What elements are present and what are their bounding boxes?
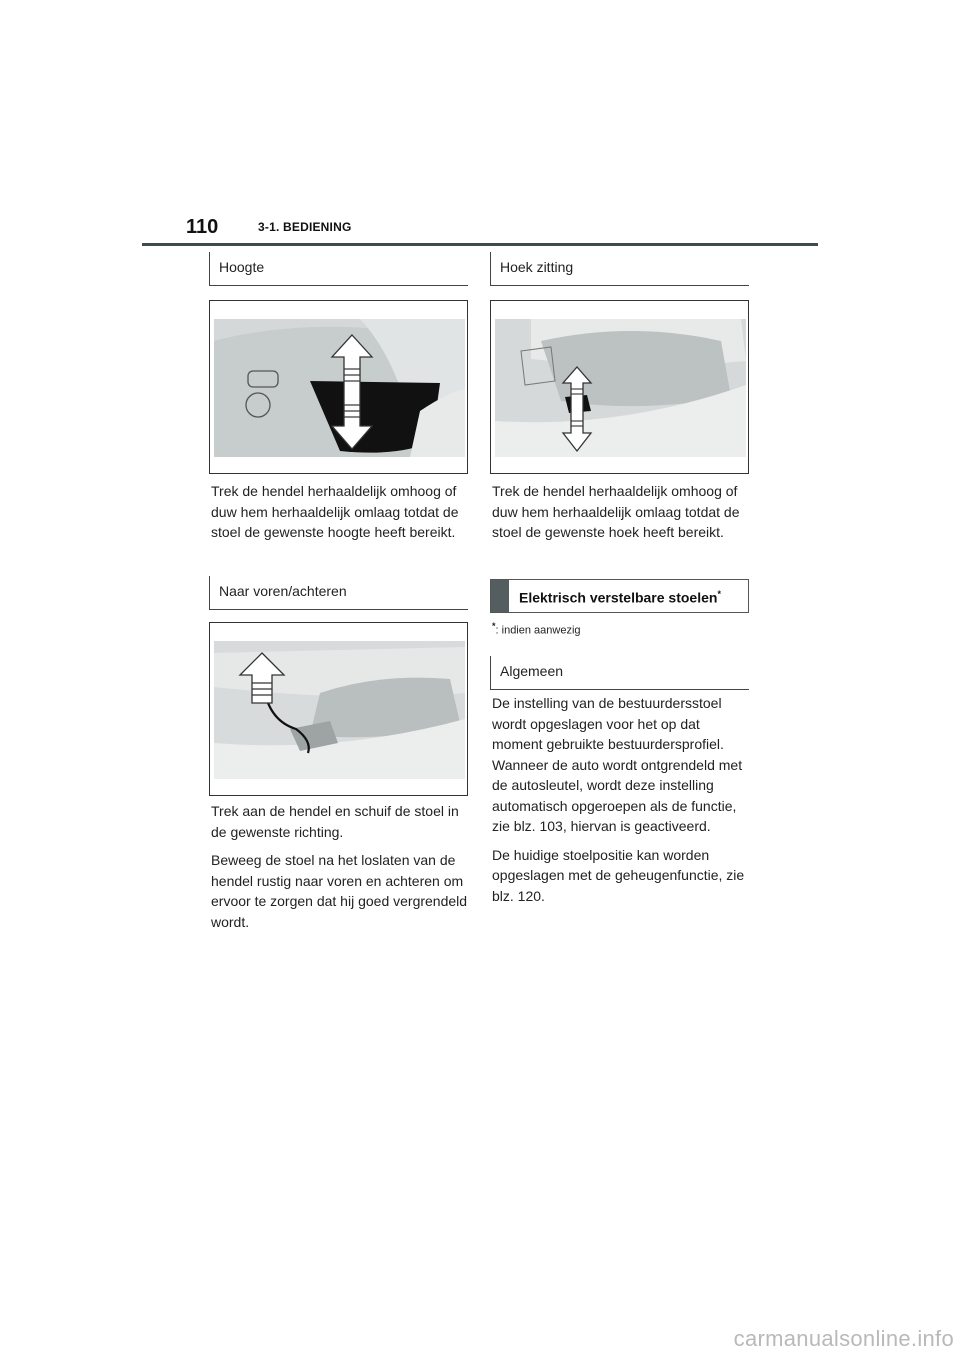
text-height xyxy=(211,481,469,551)
heading-general xyxy=(490,656,749,690)
figure-seat-fore-aft xyxy=(209,622,468,796)
paragraph-general-2: De huidige stoelpositie kan worden opgeslagen met de geheugenfunctie, zie blz. 120. xyxy=(492,846,745,904)
heading-electric-seats xyxy=(490,579,749,613)
text-general xyxy=(492,693,750,914)
text-fore-aft xyxy=(211,801,469,940)
footnote xyxy=(492,621,581,637)
asterisk-marker: * xyxy=(717,589,721,599)
heading-tab xyxy=(491,580,509,612)
paragraph-seat-angle: Trek de hendel herhaaldelijk omhoog of duw hem herhaaldelijk omlaag totdat de stoel de gewenste hoek heeft bereikt. xyxy=(492,483,740,540)
heading-height-label: Hoogte xyxy=(219,259,265,275)
heading-fore-aft-label: Naar voren/achteren xyxy=(219,583,347,599)
heading-seat-angle xyxy=(490,252,749,286)
footnote-text: : indien aanwezig xyxy=(495,624,581,637)
heading-electric-seats-label xyxy=(519,589,721,606)
header-rule xyxy=(142,243,818,246)
text-seat-angle xyxy=(492,481,750,551)
paragraph-fore-aft-2: Beweeg de stoel na het loslaten van de hendel rustig naar voren en achteren om ervoor te zorgen dat hij goed vergrendeld wordt. xyxy=(211,852,468,930)
watermark: carmanualsonline.info xyxy=(733,1326,954,1351)
footnote-asterisk: * xyxy=(492,621,496,631)
section-title: 3-1. BEDIENING xyxy=(258,220,352,234)
paragraph-height: Trek de hendel herhaaldelijk omhoog of duw hem herhaaldelijk omlaag totdat de stoel de gewenste hoogte heeft bereikt. xyxy=(211,483,459,540)
paragraph-fore-aft-1: Trek aan de hendel en schuif de stoel in de gewenste richting. xyxy=(211,803,459,840)
heading-general-label: Algemeen xyxy=(500,663,564,679)
figure-seat-angle xyxy=(490,300,749,474)
paragraph-general-1: De instelling van de bestuurdersstoel wordt opgeslagen voor het op dat moment gebruikte bestuurdersprofiel. Wanneer de auto wordt ontgrendeld met de autosleutel, wordt deze instelling automatisch opgeroepen als de functie, zie blz. 103, hiervan is geactiveerd. xyxy=(492,695,743,834)
heading-seat-angle-label: Hoek zitting xyxy=(500,259,574,275)
figure-seat-height xyxy=(209,300,468,474)
heading-electric-seats-text: Elektrisch verstelbare stoelen xyxy=(519,589,718,606)
heading-fore-aft xyxy=(209,576,468,610)
seat-angle-illustration xyxy=(491,301,749,474)
seat-height-illustration xyxy=(210,301,468,474)
seat-fore-aft-illustration xyxy=(210,623,468,796)
heading-height xyxy=(209,252,468,286)
page-number: 110 xyxy=(186,216,219,238)
